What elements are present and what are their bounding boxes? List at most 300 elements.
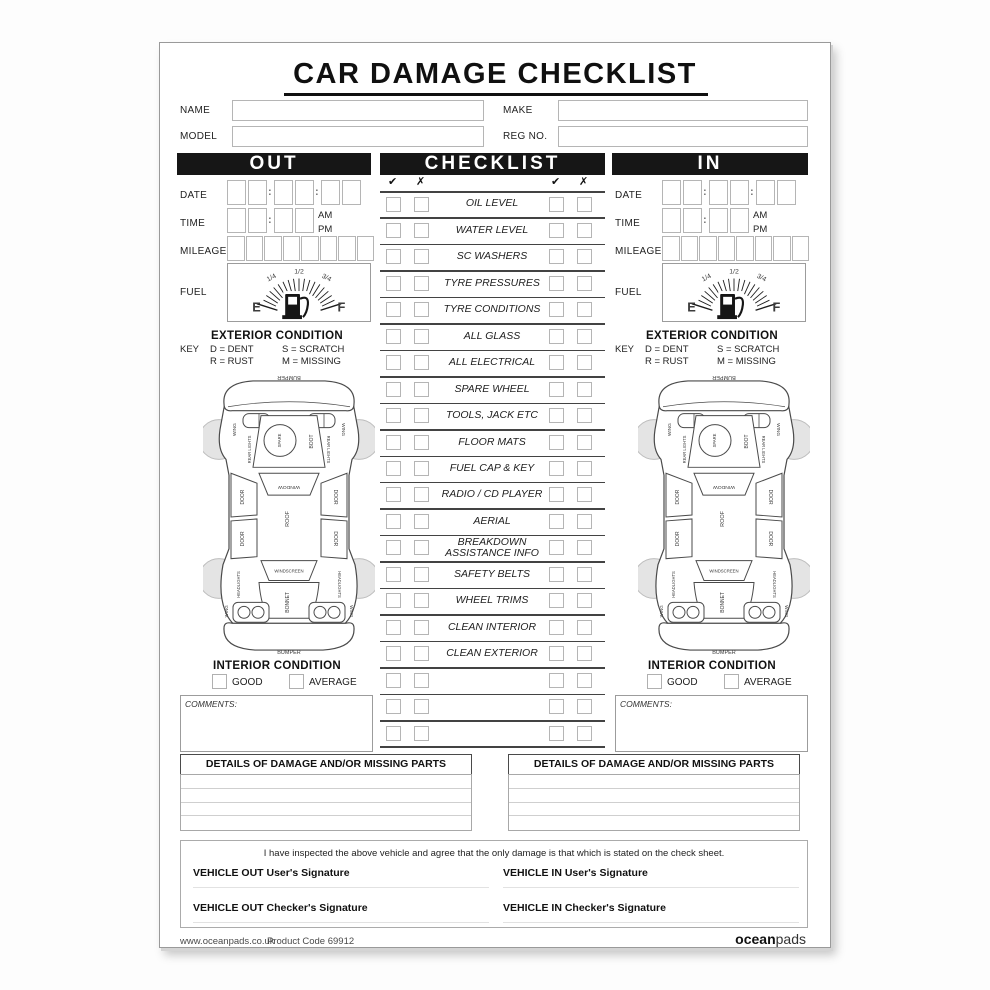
checklist-in-no-checkbox-row3[interactable] [577,249,592,264]
checklist-out-no-checkbox-row7[interactable] [414,355,429,370]
door-label: DOOR [331,489,339,505]
signature-line-1[interactable] [193,887,489,888]
checklist-in-no-checkbox-row17[interactable] [577,620,592,635]
roof-label: ROOF [284,511,292,527]
checklist-out-yes-checkbox-row12[interactable] [386,487,401,502]
rear-lights-label: REAR LIGHTS [246,435,253,464]
wing-label: WING [774,423,781,437]
gauge-tick [741,280,745,293]
out-section-header: OUT [177,153,371,175]
checklist-out-no-checkbox-row12[interactable] [414,487,429,502]
checklist-item-label: CLEAN INTERIOR [447,620,537,633]
in-fuel-gauge-box[interactable] [662,263,806,322]
in-damage-details-section [508,754,800,831]
front-bumper-shape [659,623,789,650]
out-key-item-4: M = MISSING [282,356,341,367]
out-exterior-condition-heading: EXTERIOR CONDITION [211,330,343,342]
gauge-full-label: F [772,300,781,315]
out-mileage-box-5[interactable] [301,236,319,261]
in-mileage-box-3[interactable] [699,236,717,261]
door-label: DOOR [674,531,682,547]
checklist-out-yes-checkbox-row8[interactable] [386,382,401,397]
out-mileage-box-6[interactable] [320,236,338,261]
in-time-label: TIME [615,218,641,229]
checklist-item-label: SC WASHERS [456,250,528,263]
checklist-out-no-checkbox-row11[interactable] [414,461,429,476]
bonnet-label: BONNET [284,592,292,613]
rear-lights-label: REAR LIGHTS [760,435,767,464]
out-date-box-1[interactable] [227,180,246,205]
checklist-item-label: ALL GLASS [463,329,521,342]
checklist-out-no-checkbox-row17[interactable] [414,620,429,635]
signature-label-2: VEHICLE IN User's Signature [503,867,648,879]
checklist-out-no-checkbox-row16[interactable] [414,593,429,608]
rear-bumper-shape [659,381,789,411]
headlight-lamp [252,606,264,618]
boot-label: BOOT [743,434,751,449]
checklist-in-no-checkbox-row13[interactable] [577,514,592,529]
ruled-line [509,815,799,816]
wing-label: WING [667,423,674,437]
headlights-label: HEADLIGHTS [235,571,242,598]
out-good-checkbox[interactable] [212,674,227,689]
headlights-label: HEADLIGHTS [771,571,778,598]
out-key-label: KEY [180,344,200,355]
checklist-in-no-checkbox-row1[interactable] [577,197,592,212]
cross-symbol: ✗ [579,175,589,188]
wing-label: WING [783,605,790,618]
checklist-out-yes-checkbox-row3[interactable] [386,249,401,264]
checklist-in-yes-checkbox-row19[interactable] [549,673,564,688]
in-car-damage-marking-area[interactable] [638,368,810,656]
brand-bold-part: ocean [735,931,776,947]
out-interior-condition-heading: INTERIOR CONDITION [212,660,342,672]
checklist-item-label: FUEL CAP & KEY [449,461,535,474]
out-comments-box[interactable] [180,695,373,752]
form-title: CAR DAMAGE CHECKLIST [293,58,697,90]
checklist-in-no-checkbox-row9[interactable] [577,408,592,423]
checklist-out-no-checkbox-row4[interactable] [414,276,429,291]
signature-label-1: VEHICLE OUT User's Signature [193,867,350,879]
gauge-tick [723,280,727,293]
in-time-box-2[interactable] [683,208,702,233]
out-key-item-2: S = SCRATCH [282,344,345,355]
gauge-full-label: F [337,300,346,315]
in-exterior-condition-heading: EXTERIOR CONDITION [646,330,778,342]
out-car-damage-marking-area[interactable] [203,368,375,656]
wing-label: WING [232,423,239,437]
in-average-label: AVERAGE [744,677,792,688]
checklist-in-no-checkbox-row18[interactable] [577,646,592,661]
checklist-out-no-checkbox-row18[interactable] [414,646,429,661]
gauge-three-quarters-label: 3/4 [755,272,768,284]
oceanpads-logo [735,931,806,947]
checklist-out-yes-checkbox-row9[interactable] [386,408,401,423]
in-mileage-box-5[interactable] [736,236,754,261]
out-date-box-4[interactable] [295,180,314,205]
model-label: MODEL [180,131,218,142]
in-time-box-3[interactable] [709,208,728,233]
gauge-tick [729,279,731,292]
gauge-tick [288,280,292,293]
in-key-item-1: D = DENT [645,344,689,355]
title-underline [284,93,708,96]
out-mileage-label: MILEAGE [180,246,227,257]
out-date-label: DATE [180,190,208,201]
checklist-out-no-checkbox-row8[interactable] [414,382,429,397]
out-good-label: GOOD [232,677,263,688]
checklist-out-no-checkbox-row14[interactable] [414,540,429,555]
pump-window [288,297,297,305]
in-date-box-4[interactable] [730,180,749,205]
checklist-in-no-checkbox-row7[interactable] [577,355,592,370]
rear-bumper-label: BUMPER [277,373,301,380]
rear-bumper-shape [224,381,354,411]
roof-label: ROOF [719,511,727,527]
colon-separator: : [703,186,707,198]
in-average-checkbox[interactable] [724,674,739,689]
headlight-lamp [238,606,250,618]
checklist-out-no-checkbox-row15[interactable] [414,567,429,582]
in-am-label: AM [753,210,768,221]
out-mileage-box-7[interactable] [338,236,356,261]
car-damage-checklist-form [159,42,831,948]
colon-separator: : [268,214,272,226]
windscreen-label: WINDSCREEN [274,568,304,574]
out-mileage-box-1[interactable] [227,236,245,261]
headlight-lamp [673,606,685,618]
out-pm-label: PM [318,224,333,235]
out-mileage-box-2[interactable] [246,236,264,261]
checklist-out-no-checkbox-row20[interactable] [414,699,429,714]
in-interior-condition-heading: INTERIOR CONDITION [647,660,777,672]
out-mileage-box-3[interactable] [264,236,282,261]
window-label: WINDOW [278,484,300,491]
checklist-out-yes-checkbox-row7[interactable] [386,355,401,370]
checklist-out-yes-checkbox-row21[interactable] [386,726,401,741]
checklist-item-label: RADIO / CD PLAYER [441,488,543,501]
checklist-out-no-checkbox-row21[interactable] [414,726,429,741]
in-date-box-3[interactable] [709,180,728,205]
in-date-box-5[interactable] [756,180,775,205]
out-average-label: AVERAGE [309,677,357,688]
wing-label: WING [348,605,355,618]
signature-line-2[interactable] [503,887,799,888]
name-input[interactable] [232,100,484,121]
in-mileage-box-2[interactable] [681,236,699,261]
out-date-box-5[interactable] [321,180,340,205]
out-average-checkbox[interactable] [289,674,304,689]
vehicle-out-panel [177,174,379,834]
out-fuel-gauge [228,264,370,321]
in-key-item-4: M = MISSING [717,356,776,367]
in-mileage-label: MILEAGE [615,246,662,257]
row-separator [380,746,605,748]
checklist-panel [380,174,605,804]
in-mileage-box-4[interactable] [718,236,736,261]
boot-label: BOOT [308,434,316,449]
signature-label-4: VEHICLE IN Checker's Signature [503,902,666,914]
gauge-tick [309,282,315,294]
checklist-item-label: AERIAL [473,514,511,527]
checklist-in-no-checkbox-row10[interactable] [577,435,592,450]
out-time-box-3[interactable] [274,208,293,233]
checklist-item-label: ALL ELECTRICAL [448,356,536,369]
out-damage-details-writing-area[interactable] [180,774,472,831]
headlights-label: HEADLIGHTS [670,571,677,598]
checklist-item-label: TYRE CONDITIONS [443,303,541,316]
in-mileage-box-8[interactable] [792,236,810,261]
out-am-label: AM [318,210,333,221]
check-symbol: ✔ [551,175,561,188]
checklist-in-no-checkbox-row6[interactable] [577,329,592,344]
ruled-line [509,802,799,803]
ruled-line [181,802,471,803]
checklist-out-no-checkbox-row19[interactable] [414,673,429,688]
colon-separator: : [703,214,707,226]
checklist-out-yes-checkbox-row15[interactable] [386,567,401,582]
gauge-tick [306,280,310,293]
door-label: DOOR [674,489,682,505]
checklist-out-yes-checkbox-row1[interactable] [386,197,401,212]
in-fuel-label: FUEL [615,287,642,298]
checklist-out-no-checkbox-row6[interactable] [414,329,429,344]
checklist-in-no-checkbox-row15[interactable] [577,567,592,582]
checklist-item-label: WHEEL TRIMS [455,594,529,607]
gauge-tick [303,279,305,292]
checklist-in-no-checkbox-row8[interactable] [577,382,592,397]
checklist-out-no-checkbox-row9[interactable] [414,408,429,423]
spare-label: SPARE [711,433,718,448]
in-date-box-1[interactable] [662,180,681,205]
spare-label: SPARE [276,433,283,448]
colon-separator: : [268,186,272,198]
row-separator [380,667,605,669]
checklist-in-no-checkbox-row14[interactable] [577,540,592,555]
checklist-item-label: TOOLS, JACK ETC [446,409,538,422]
in-good-label: GOOD [667,677,698,688]
brand-light-part: pads [775,931,806,947]
headlight-lamp [687,606,699,618]
wing-label: WING [339,423,346,437]
checklist-item-label: SAFETY BELTS [453,567,531,580]
checklist-in-no-checkbox-row16[interactable] [577,593,592,608]
out-time-box-1[interactable] [227,208,246,233]
checklist-out-no-checkbox-row2[interactable] [414,223,429,238]
front-bumper-label: BUMPER [277,650,301,656]
in-comments-label: COMMENTS: [620,699,672,709]
out-fuel-gauge-box[interactable] [227,263,371,322]
out-date-box-6[interactable] [342,180,361,205]
checklist-item-label: FLOOR MATS [458,435,526,448]
checklist-section-header: CHECKLIST [380,153,605,175]
headlight-lamp [763,606,775,618]
checklist-out-yes-checkbox-row19[interactable] [386,673,401,688]
checklist-out-no-checkbox-row13[interactable] [414,514,429,529]
check-symbol: ✔ [388,175,398,188]
out-key-item-1: D = DENT [210,344,254,355]
in-car-diagram [638,368,810,656]
door-label: DOOR [766,489,774,505]
pump-base [717,315,737,319]
wing-label: WING [658,605,665,618]
checklist-item-label: OIL LEVEL [465,197,519,210]
out-date-box-3[interactable] [274,180,293,205]
in-good-checkbox[interactable] [647,674,662,689]
bonnet-label: BONNET [719,592,727,613]
out-key-item-3: R = RUST [210,356,254,367]
checklist-in-yes-checkbox-row20[interactable] [549,699,564,714]
checklist-item-label: CLEAN EXTERIOR [446,647,538,660]
in-comments-box[interactable] [615,695,808,752]
checklist-out-yes-checkbox-row17[interactable] [386,620,401,635]
checklist-out-yes-checkbox-row18[interactable] [386,646,401,661]
in-date-box-2[interactable] [683,180,702,205]
in-key-label: KEY [615,344,635,355]
out-time-label: TIME [180,218,206,229]
in-mileage-box-7[interactable] [773,236,791,261]
checklist-item-label: SPARE WHEEL [454,382,530,395]
pump-window [723,297,732,305]
out-damage-details-section [180,754,472,831]
in-damage-details-writing-area[interactable] [508,774,800,831]
in-key-item-2: S = SCRATCH [717,344,780,355]
out-time-box-2[interactable] [248,208,267,233]
agreement-statement: I have inspected the above vehicle and agree that the only damage is that which is stated on the check sheet. [263,848,725,859]
colon-separator: : [315,186,319,198]
windscreen-label: WINDSCREEN [709,568,739,574]
make-label: MAKE [503,105,533,116]
reg-no-input[interactable] [558,126,808,147]
reg-no-label: REG NO. [503,131,548,142]
headlight-lamp [314,606,326,618]
front-bumper-shape [224,623,354,650]
in-damage-details-heading: DETAILS OF DAMAGE AND/OR MISSING PARTS [508,754,800,775]
in-fuel-gauge [663,264,805,321]
checklist-in-no-checkbox-row19[interactable] [577,673,592,688]
checklist-in-no-checkbox-row21[interactable] [577,726,592,741]
door-label: DOOR [239,489,247,505]
pump-base [282,315,302,319]
checklist-out-yes-checkbox-row4[interactable] [386,276,401,291]
signature-label-3: VEHICLE OUT Checker's Signature [193,902,368,914]
footer-website: www.oceanpads.co.uk [180,936,275,947]
checklist-out-yes-checkbox-row13[interactable] [386,514,401,529]
out-date-box-2[interactable] [248,180,267,205]
agreement-section [180,840,808,928]
in-time-box-4[interactable] [730,208,749,233]
checklist-in-no-checkbox-row2[interactable] [577,223,592,238]
checklist-out-yes-checkbox-row6[interactable] [386,329,401,344]
gauge-tick [294,279,296,292]
in-mileage-box-6[interactable] [755,236,773,261]
front-bumper-label: BUMPER [712,650,736,656]
checklist-in-yes-checkbox-row21[interactable] [549,726,564,741]
in-time-box-1[interactable] [662,208,681,233]
gauge-quarter-label: 1/4 [700,272,713,284]
cross-symbol: ✗ [416,175,426,188]
rear-lights-label: REAR LIGHTS [681,435,688,464]
colon-separator: : [750,186,754,198]
checklist-item-label: BREAKDOWN ASSISTANCE INFO [445,535,539,560]
gauge-empty-label: E [687,300,696,315]
signature-line-4[interactable] [503,922,799,923]
checklist-in-no-checkbox-row4[interactable] [577,276,592,291]
out-comments-label: COMMENTS: [185,699,237,709]
gauge-quarter-label: 1/4 [265,272,278,284]
gauge-empty-label: E [252,300,261,315]
headlight-lamp [328,606,340,618]
ruled-line [509,788,799,789]
checklist-in-no-checkbox-row12[interactable] [577,487,592,502]
out-fuel-label: FUEL [180,287,207,298]
gauge-half-label: 1/2 [294,268,304,276]
ruled-line [181,788,471,789]
checklist-in-no-checkbox-row20[interactable] [577,699,592,714]
checklist-out-no-checkbox-row5[interactable] [414,302,429,317]
checklist-out-yes-checkbox-row11[interactable] [386,461,401,476]
row-separator [380,694,605,696]
checklist-out-no-checkbox-row3[interactable] [414,249,429,264]
model-input[interactable] [232,126,484,147]
door-label: DOOR [331,531,339,547]
checklist-in-no-checkbox-row5[interactable] [577,302,592,317]
in-section-header: IN [612,153,808,175]
checklist-out-no-checkbox-row1[interactable] [414,197,429,212]
checklist-out-no-checkbox-row10[interactable] [414,435,429,450]
checklist-item-label: TYRE PRESSURES [444,276,540,289]
signature-line-3[interactable] [193,922,489,923]
gauge-tick [738,279,740,292]
out-damage-details-heading: DETAILS OF DAMAGE AND/OR MISSING PARTS [180,754,472,775]
rear-lights-label: REAR LIGHTS [325,435,332,464]
wing-label: WING [223,605,230,618]
out-time-box-4[interactable] [295,208,314,233]
out-car-diagram [203,368,375,656]
checklist-out-yes-checkbox-row14[interactable] [386,540,401,555]
in-date-label: DATE [615,190,643,201]
out-mileage-box-4[interactable] [283,236,301,261]
out-mileage-box-8[interactable] [357,236,375,261]
checklist-out-yes-checkbox-row5[interactable] [386,302,401,317]
checklist-out-yes-checkbox-row16[interactable] [386,593,401,608]
row-separator [380,720,605,722]
headlight-lamp [749,606,761,618]
checklist-in-no-checkbox-row11[interactable] [577,461,592,476]
checklist-out-yes-checkbox-row2[interactable] [386,223,401,238]
headlights-label: HEADLIGHTS [336,571,343,598]
ruled-line [181,815,471,816]
vehicle-in-panel [612,174,814,834]
gauge-tick [744,282,750,294]
door-label: DOOR [766,531,774,547]
door-label: DOOR [239,531,247,547]
in-mileage-box-1[interactable] [662,236,680,261]
gauge-three-quarters-label: 3/4 [320,272,333,284]
rear-bumper-label: BUMPER [712,373,736,380]
checklist-out-yes-checkbox-row20[interactable] [386,699,401,714]
name-label: NAME [180,105,211,116]
checklist-out-yes-checkbox-row10[interactable] [386,435,401,450]
in-key-item-3: R = RUST [645,356,689,367]
gauge-half-label: 1/2 [729,268,739,276]
in-date-box-6[interactable] [777,180,796,205]
window-label: WINDOW [713,484,735,491]
checklist-item-label: WATER LEVEL [455,223,529,236]
make-input[interactable] [558,100,808,121]
in-pm-label: PM [753,224,768,235]
footer-product-code: Product Code 69912 [267,936,355,947]
